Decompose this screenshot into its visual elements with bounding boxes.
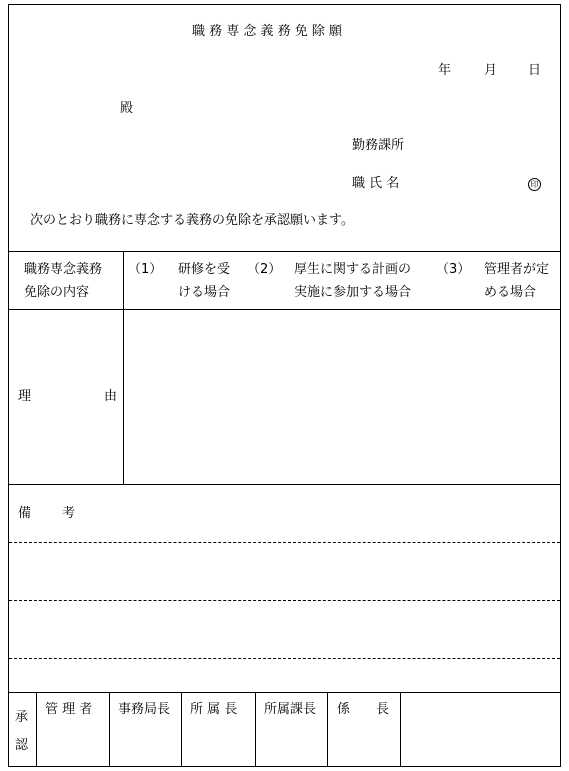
request-text: 次のとおり職務に専念する義務の免除を承認願います。 bbox=[30, 213, 354, 228]
approval-column-divider bbox=[36, 692, 37, 767]
option-2-line1: 厚生に関する計画の bbox=[294, 262, 412, 277]
approval-role-manager: 管 理 者 bbox=[45, 702, 93, 717]
divider-remarks bbox=[8, 692, 561, 693]
form-border-bottom bbox=[8, 766, 561, 767]
approval-role-section-chief: 所属課長 bbox=[264, 702, 317, 717]
option-3-line2: める場合 bbox=[484, 285, 537, 300]
option-1-num: （1） bbox=[128, 262, 163, 277]
option-3-num: （3） bbox=[436, 262, 471, 277]
approval-column-divider bbox=[181, 692, 182, 767]
date-month: 月 bbox=[484, 63, 498, 78]
option-1-line1: 研修を受 bbox=[178, 262, 231, 277]
label-column-divider bbox=[123, 251, 124, 484]
divider-reason bbox=[8, 484, 561, 485]
approval-column-divider bbox=[327, 692, 328, 767]
seal-mark: 印 bbox=[528, 178, 541, 191]
reason-label-char1: 理 bbox=[18, 389, 32, 404]
exemption-label-line2: 免除の内容 bbox=[24, 285, 90, 300]
option-2-num: （2） bbox=[247, 262, 282, 277]
remarks-label-char1: 備 bbox=[18, 506, 32, 521]
approval-role-department-head: 所 属 長 bbox=[190, 702, 238, 717]
remarks-dashed-line bbox=[9, 542, 560, 543]
approval-column-divider bbox=[109, 692, 110, 767]
form-border-right bbox=[560, 4, 561, 767]
date-year: 年 bbox=[438, 63, 452, 78]
remarks-dashed-line bbox=[9, 600, 560, 601]
date-day: 日 bbox=[528, 63, 542, 78]
approval-role-subsection-chief: 係 長 bbox=[337, 702, 390, 717]
divider-header bbox=[8, 251, 561, 252]
option-3-line1: 管理者が定 bbox=[484, 262, 550, 277]
divider-exemption bbox=[8, 309, 561, 310]
approval-label-char1: 承 bbox=[15, 710, 29, 725]
option-2-line2: 実施に参加する場合 bbox=[294, 285, 412, 300]
approval-label-char2: 認 bbox=[15, 738, 29, 753]
workplace-label: 勤務課所 bbox=[352, 138, 405, 153]
reason-label-char2: 由 bbox=[104, 389, 118, 404]
remarks-dashed-line bbox=[9, 658, 560, 659]
form-border-left bbox=[8, 4, 9, 767]
remarks-label-char2: 考 bbox=[62, 506, 76, 521]
name-label: 職 氏 名 bbox=[352, 176, 400, 191]
option-1-line2: ける場合 bbox=[178, 285, 231, 300]
approval-column-divider bbox=[400, 692, 401, 767]
exemption-label-line1: 職務専念義務 bbox=[24, 262, 103, 277]
form-border-top bbox=[8, 4, 561, 5]
addressee-suffix: 殿 bbox=[120, 101, 134, 116]
form-title: 職 務 専 念 義 務 免 除 願 bbox=[192, 24, 343, 39]
approval-column-divider bbox=[255, 692, 256, 767]
approval-role-secretariat-director: 事務局長 bbox=[118, 702, 171, 717]
